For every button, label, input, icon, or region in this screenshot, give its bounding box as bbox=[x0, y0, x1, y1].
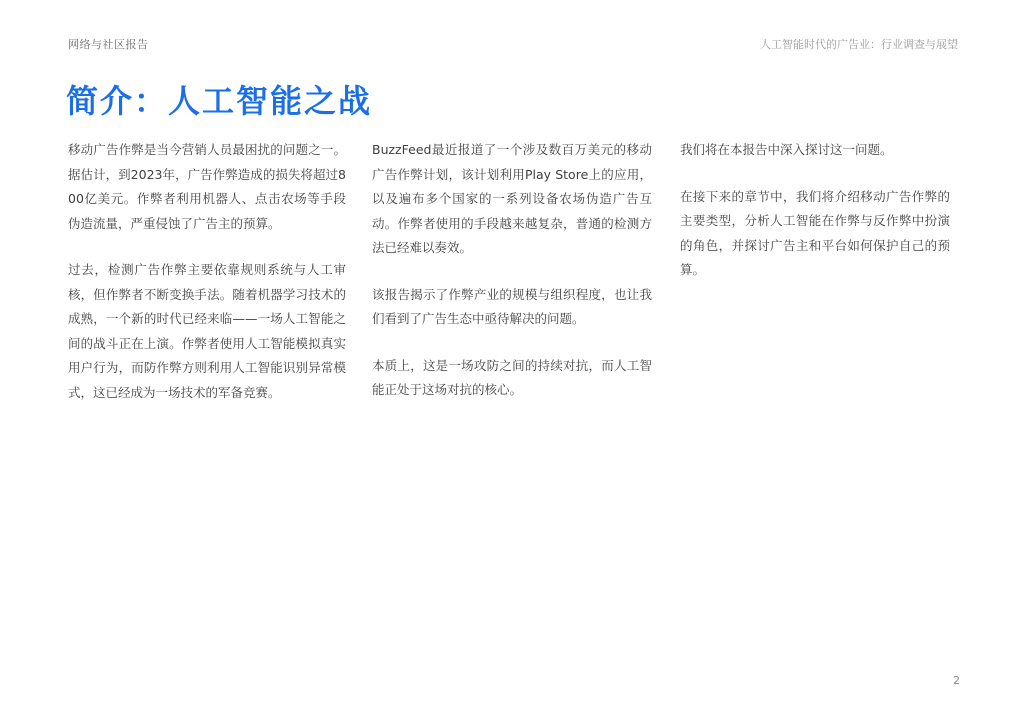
paragraph: 移动广告作弊是当今营销人员最困扰的问题之一。据估计，到2023年，广告作弊造成的损失将超过800亿美元。作弊者利用机器人、点击农场等手段伪造流量，严重侵蚀了广告主的预算。 bbox=[68, 142, 346, 231]
page-title: 简介：人工智能之战 bbox=[66, 82, 373, 120]
paragraph: BuzzFeed最近报道了一个涉及数百万美元的移动广告作弊计划，该计划利用Play Store上的应用，以及遍布多个国家的一系列设备农场伪造广告互动。作弊者使用的手段越来越复杂，普通的检测方法已经难以奏效。 bbox=[372, 142, 652, 255]
paragraph: 在接下来的章节中，我们将介绍移动广告作弊的主要类型，分析人工智能在作弊与反作弊中扮演的角色，并探讨广告主和平台如何保护自己的预算。 bbox=[680, 188, 950, 277]
header-right-text: 人工智能时代的广告业：行业调查与展望 bbox=[760, 38, 958, 51]
paragraph: 我们将在本报告中深入探讨这一问题。 bbox=[680, 142, 893, 157]
text-column-1 bbox=[68, 138, 346, 427]
header-left-text: 网络与社区报告 bbox=[68, 38, 149, 51]
text-column-2 bbox=[372, 138, 652, 425]
paragraph: 该报告揭示了作弊产业的规模与组织程度，也让我们看到了广告生态中亟待解决的问题。 bbox=[372, 286, 652, 326]
paragraph: 本质上，这是一场攻防之间的持续对抗，而人工智能正处于这场对抗的核心。 bbox=[372, 357, 652, 397]
paragraph: 过去，检测广告作弊主要依靠规则系统与人工审核，但作弊者不断变换手法。随着机器学习技术的成熟，一个新的时代已经来临——一场人工智能之间的战斗正在上演。作弊者使用人工智能模拟真实用户行为，而防作弊方则利用人工智能识别异常模式，这已经成为一场技术的军备竞赛。 bbox=[68, 262, 346, 400]
page-number: 2 bbox=[953, 674, 960, 687]
text-column-3 bbox=[680, 138, 950, 305]
